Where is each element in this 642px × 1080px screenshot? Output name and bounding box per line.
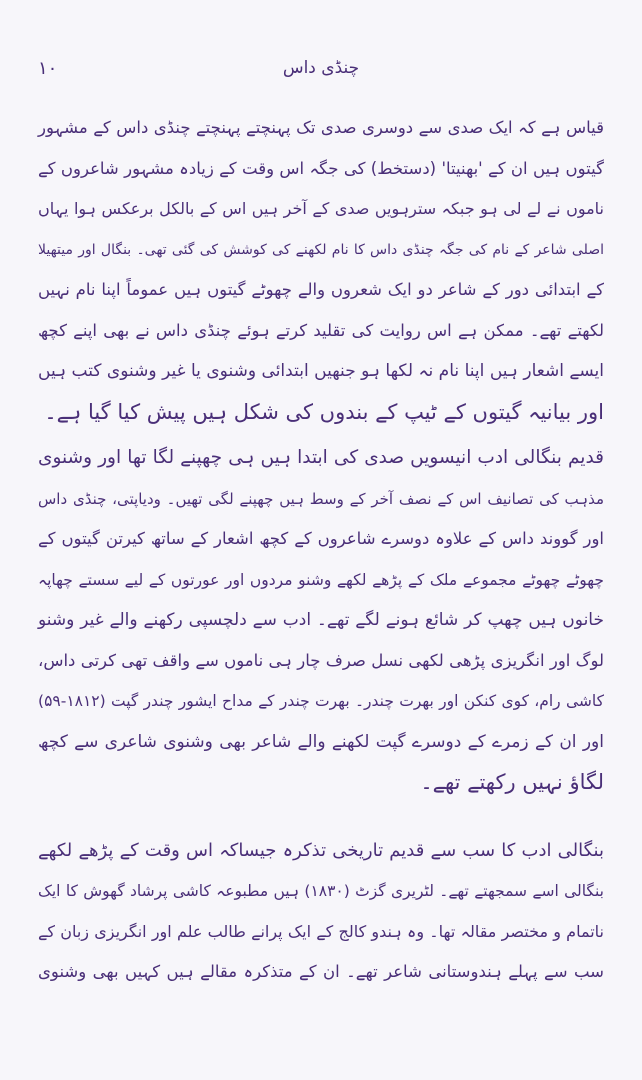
text-line: خانوں ہیں چھپ کر شائع ہونے لگے تھے۔ ادب سے دلچسپی رکھنے والے غیر وشنو xyxy=(38,610,604,630)
text-line: اصلی شاعر کے نام کی جگہ چنڈی داس کا نام لکھنے کی کوشش کی گئی تھی۔ بنگال اور میتھیلا xyxy=(38,241,604,258)
paragraph-gap xyxy=(38,803,604,831)
text-line: ناموں نے لے لی ہو جبکہ سترہویں صدی کے آخر ہیں اس کے بالکل برعکس ہوا یہاں xyxy=(38,199,604,218)
text-line: ایسے اشعار ہیں اپنا نام نہ لکھا ہو جنھیں ابتدائی وشنوی یا غیر وشنوی کتب ہیں xyxy=(38,361,604,381)
text-line: بنگالی ادب کا سب سے قدیم تاریخی تذکرہ جیساکہ اس وقت کے پڑھے لکھے xyxy=(38,839,604,861)
text-line: گیتوں ہیں ان کے 'بھنیتا' (دستخط) کی جگہ اس وقت کے زیادہ مشہور شاعروں کے xyxy=(38,158,604,178)
paragraph-3 xyxy=(38,831,604,993)
page-number: ۱۰ xyxy=(38,58,58,79)
text-line: اور ان کے زمرے کے دوسرے گپت لکھنے والے شاعر بھی وشنوی شاعری سے کچھ xyxy=(38,731,604,752)
text-line: لگاؤ نہیں رکھتے تھے۔ xyxy=(420,770,604,794)
text-line: مذہب کی تصانیف اس کے نصف آخر کے وسط ہیں چھپنے لگی تھیں۔ ودیاپتی، چنڈی داس xyxy=(38,489,604,508)
text-line: اور بیانیہ گیتوں کے ٹیپ کے بندوں کی شکل ہیں پیش کیا گیا ہے۔ xyxy=(44,399,604,424)
text-line: بنگالی اسے سمجھتے تھے۔ لٹریری گزٹ (۱۸۳۰) ہیں مطبوعہ کاشی پرشاد گھوش کا ایک xyxy=(38,882,604,900)
text-line: سب سے پہلے ہندوستانی شاعر تھے۔ ان کے متذکرہ مقالے ہیں کہیں بھی وشنوی xyxy=(38,962,604,981)
text-line: قیاس ہے کہ ایک صدی سے دوسری صدی تک پہنچتے پہنچتے چنڈی داس کے مشہور xyxy=(38,118,604,137)
text-line: چھوٹے چھوٹے مجموعے ملک کے پڑھے لکھے وشنو مردوں اور عورتوں کے لیے سستے چھاپہ xyxy=(38,570,604,589)
text-line: کاشی رام، کوی کنکن اور بھرت چندر۔ بھرت چندر کے مداح ایشور چندر گپت (۱۸۱۲-۵۹) xyxy=(38,692,604,710)
text-line: اور گووند داس کے علاوہ دوسرے شاعروں کے کچھ اشعار کے ساتھ کیرتن گیتوں کے xyxy=(38,529,604,548)
body-text xyxy=(38,108,604,993)
text-line: ناتمام و مختصر مقالہ تھا۔ وہ ہندو کالج کے ایک پرانے طالب علم اور انگریزی زبان کے xyxy=(38,921,604,941)
text-line: لکھتے تھے۔ ممکن ہے اس روایت کی تقلید کرتے ہوئے چنڈی داس نے بھی اپنے کچھ xyxy=(38,320,604,340)
paragraph-2 xyxy=(38,438,604,803)
text-line: قدیم بنگالی ادب انیسویں صدی کی ابتدا ہیں ہی چھپنے لگا تھا اور وشنوی xyxy=(38,447,604,468)
text-line: کے ابتدائی دور کے شاعر دو ایک شعروں والے چھوٹے گیتوں ہیں عموماً اپنا نام نہیں xyxy=(38,280,604,299)
running-title: چنڈی داس xyxy=(282,58,360,78)
paragraph-1 xyxy=(38,108,604,432)
text-line: لوگ اور انگریزی پڑھی لکھی نسل صرف چار ہی ناموں سے واقف تھی کرتی داس، xyxy=(38,650,604,670)
